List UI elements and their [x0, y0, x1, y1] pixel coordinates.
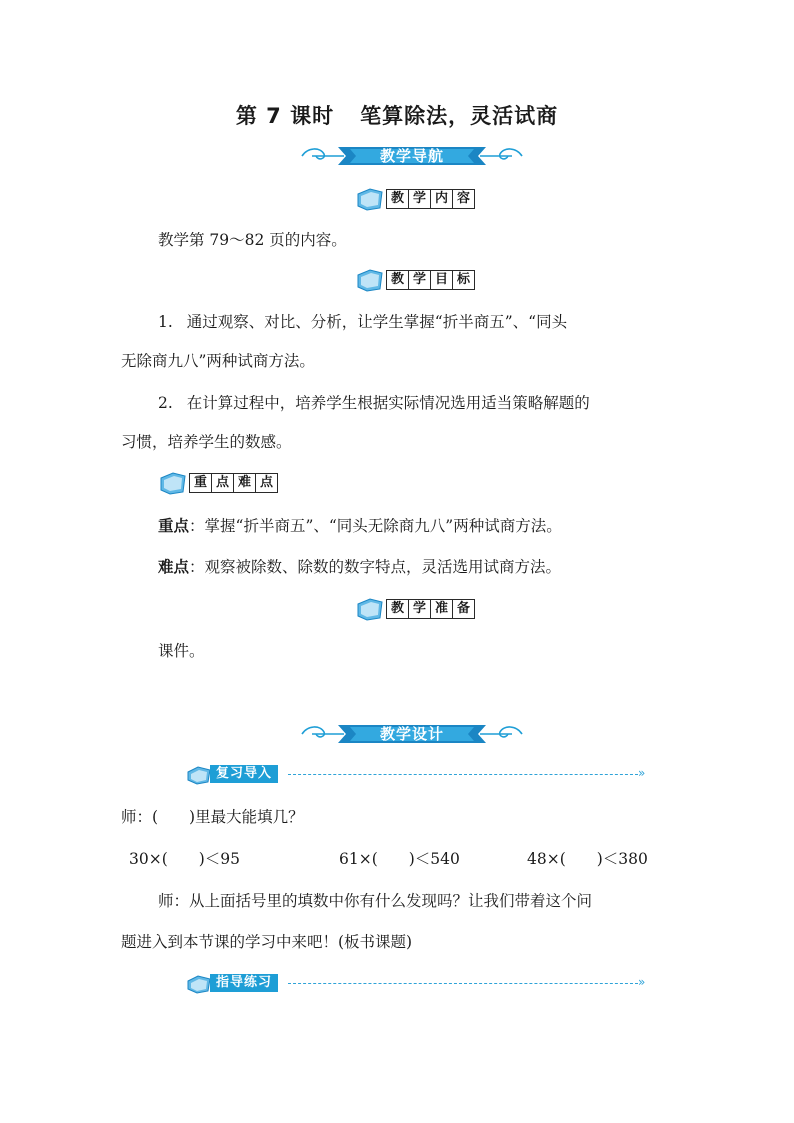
- design-banner: [298, 721, 526, 747]
- section-char: 教: [386, 599, 409, 619]
- key-point-text: ：掌握“折半商五”、“同头无除商九八”两种试商方法。: [189, 517, 562, 535]
- math-expressions: [0, 848, 794, 870]
- teacher-line-1: 师：从上面括号里的填数中你有什么发现吗？让我们带着这个问: [158, 892, 593, 910]
- difficult-point-label: 难点: [158, 558, 190, 576]
- teacher-line-2: 题进入到本节课的学习中来吧！(板书课题): [121, 933, 413, 951]
- section-char: 内: [430, 189, 453, 209]
- section-char: 点: [211, 473, 234, 493]
- page-title: [0, 100, 794, 130]
- section-key-points: [158, 470, 298, 496]
- design-banner-text: 教学设计: [379, 725, 444, 743]
- lesson-number: 第 7 课时: [235, 104, 335, 128]
- section-char: 标: [452, 270, 475, 290]
- prep-text: 课件。: [158, 642, 205, 660]
- section-char: 学: [408, 189, 431, 209]
- goal-1-number: 1.: [158, 313, 173, 331]
- section-char: 准: [430, 599, 453, 619]
- math-expression: 61×( )＜540: [339, 850, 460, 868]
- math-expression: 30×( )＜95: [129, 850, 241, 868]
- lesson-topic: 笔算除法，灵活试商: [360, 104, 559, 128]
- step-label: 指导练习: [210, 974, 278, 992]
- book-icon: [355, 267, 385, 293]
- goal-2-line-1: [158, 392, 590, 414]
- difficult-point-text: ：观察被除数、除数的数字特点，灵活选用试商方法。: [189, 558, 562, 576]
- key-point-label: 重点: [158, 517, 190, 535]
- section-char: 学: [408, 270, 431, 290]
- book-icon: [355, 186, 385, 212]
- nav-banner-text: 教学导航: [379, 147, 444, 165]
- double-arrow-icon: »: [638, 766, 646, 780]
- dashed-line: [288, 983, 638, 984]
- step-label: 复习导入: [210, 765, 278, 783]
- math-expression: 48×( )＜380: [527, 850, 648, 868]
- section-char: 难: [233, 473, 256, 493]
- section-char: 容: [452, 189, 475, 209]
- key-point: [158, 515, 562, 537]
- goal-1-text: 通过观察、对比、分析，让学生掌握“折半商五”、“同头: [186, 313, 568, 331]
- section-char: 教: [386, 270, 409, 290]
- difficult-point: [158, 556, 561, 578]
- section-char: 目: [430, 270, 453, 290]
- section-teaching-prep: [355, 596, 495, 622]
- section-char: 备: [452, 599, 475, 619]
- section-teaching-goals: [355, 267, 495, 293]
- section-teaching-content: [355, 186, 495, 212]
- goal-1-line-1: [158, 311, 567, 333]
- goal-1-line-2: 无除商九八”两种试商方法。: [121, 352, 315, 370]
- content-text: 教学第 79～82 页的内容。: [158, 231, 347, 249]
- double-arrow-icon: »: [638, 975, 646, 989]
- goal-2-number: 2.: [158, 394, 173, 412]
- section-char: 重: [189, 473, 212, 493]
- goal-2-text: 在计算过程中，培养学生根据实际情况选用适当策略解题的: [186, 394, 590, 412]
- book-icon: [355, 596, 385, 622]
- step-guided-practice: [186, 973, 656, 995]
- teacher-question: 师：( )里最大能填几？: [121, 808, 304, 826]
- section-char: 学: [408, 599, 431, 619]
- section-char: 教: [386, 189, 409, 209]
- nav-banner: [298, 143, 526, 169]
- dashed-line: [288, 774, 638, 775]
- goal-2-line-2: 习惯，培养学生的数感。: [121, 433, 292, 451]
- book-icon: [158, 470, 188, 496]
- section-char: 点: [255, 473, 278, 493]
- step-review-intro: [186, 764, 656, 786]
